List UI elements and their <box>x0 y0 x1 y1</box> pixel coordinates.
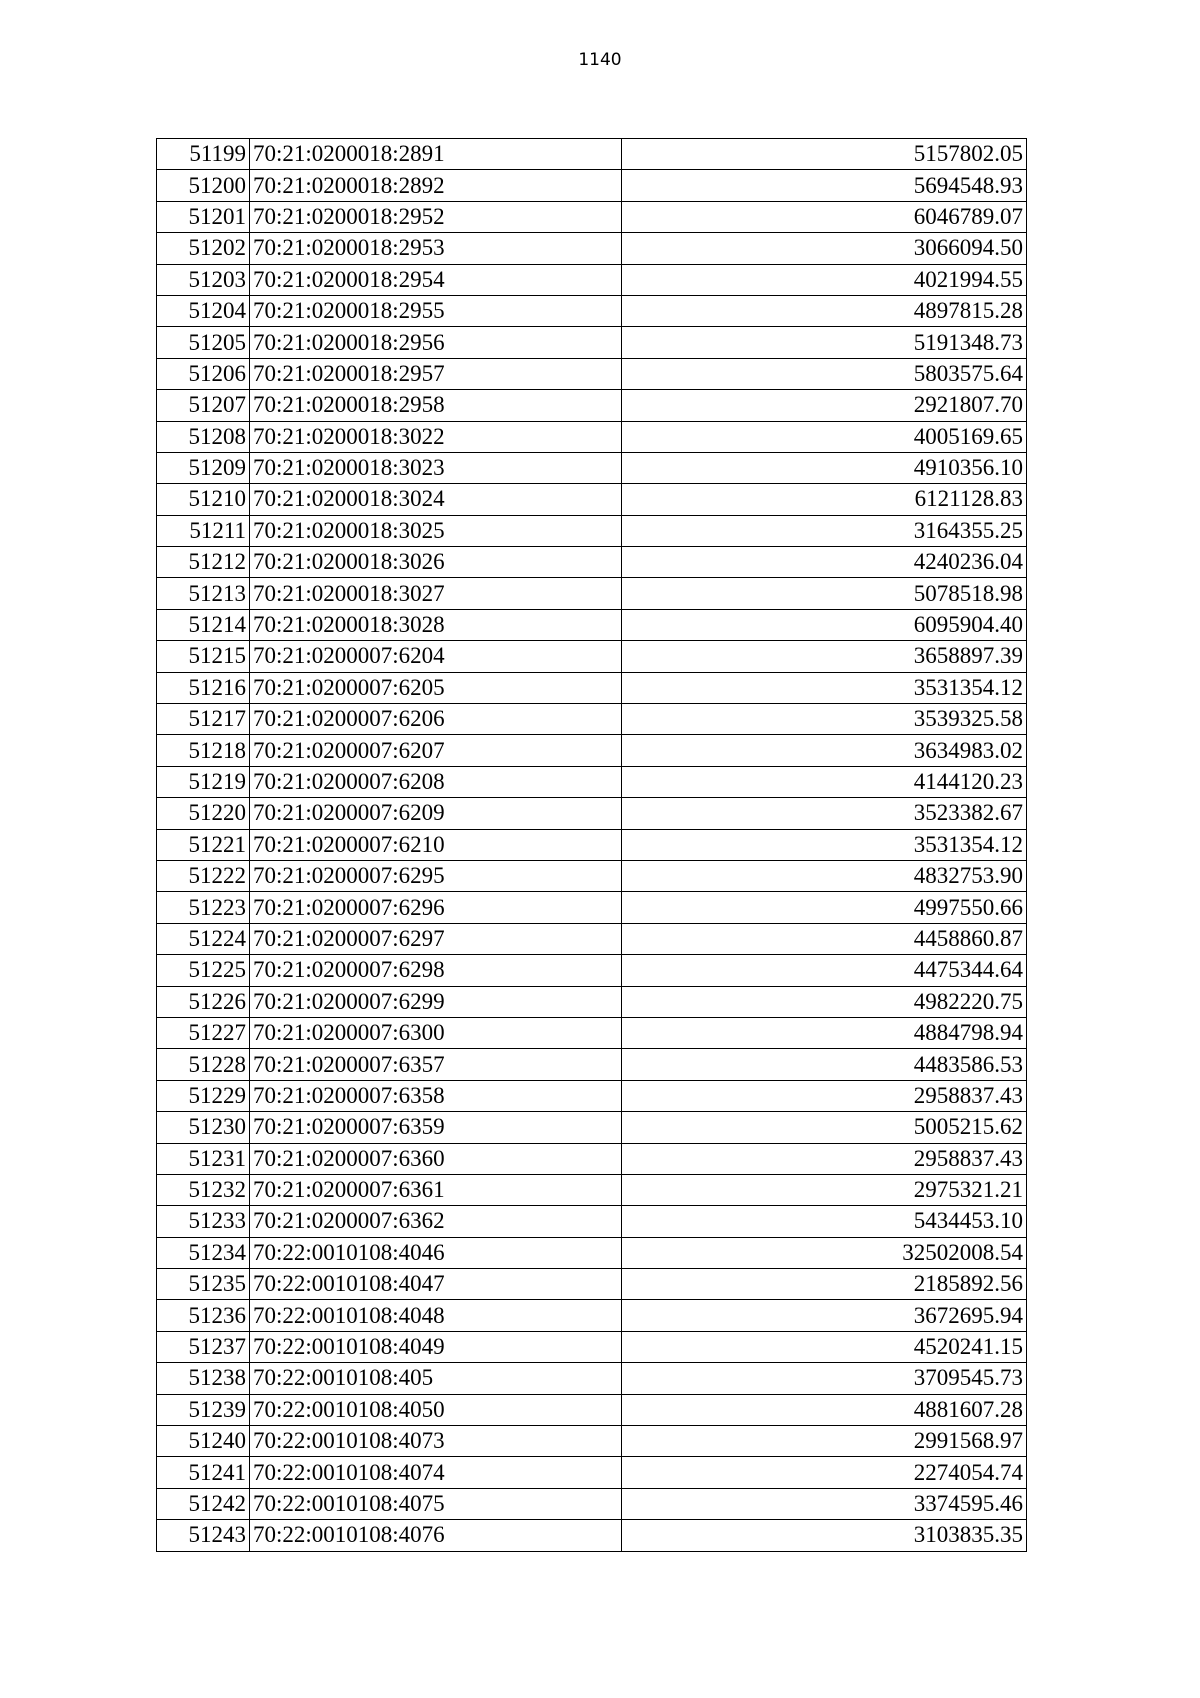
cadastral-number-cell: 70:21:0200018:3028 <box>250 609 622 640</box>
cadastral-number-cell: 70:21:0200007:6362 <box>250 1206 622 1237</box>
cadastral-number-cell: 70:21:0200007:6298 <box>250 955 622 986</box>
cadastral-value-cell: 2921807.70 <box>622 390 1027 421</box>
cadastral-value-cell: 4483586.53 <box>622 1049 1027 1080</box>
row-number-cell: 51213 <box>157 578 250 609</box>
row-number-cell: 51240 <box>157 1426 250 1457</box>
cadastral-value-cell: 2958837.43 <box>622 1143 1027 1174</box>
table-row <box>157 1457 1027 1488</box>
cadastral-value-cell: 6121128.83 <box>622 484 1027 515</box>
table-row <box>157 986 1027 1017</box>
row-number-cell: 51226 <box>157 986 250 1017</box>
cadastral-number-cell: 70:21:0200018:2955 <box>250 295 622 326</box>
cadastral-number-cell: 70:21:0200018:2956 <box>250 327 622 358</box>
cadastral-value-cell: 5157802.05 <box>622 139 1027 170</box>
cadastral-value-cell: 5434453.10 <box>622 1206 1027 1237</box>
row-number-cell: 51205 <box>157 327 250 358</box>
cadastral-value-cell: 5078518.98 <box>622 578 1027 609</box>
row-number-cell: 51200 <box>157 170 250 201</box>
cadastral-number-cell: 70:22:0010108:4076 <box>250 1520 622 1551</box>
table-row <box>157 1269 1027 1300</box>
row-number-cell: 51228 <box>157 1049 250 1080</box>
cadastral-number-cell: 70:22:0010108:4048 <box>250 1300 622 1331</box>
cadastral-value-cell: 4832753.90 <box>622 860 1027 891</box>
cadastral-value-cell: 3634983.02 <box>622 735 1027 766</box>
table-row <box>157 609 1027 640</box>
row-number-cell: 51203 <box>157 264 250 295</box>
row-number-cell: 51225 <box>157 955 250 986</box>
cadastral-value-cell: 4005169.65 <box>622 421 1027 452</box>
cadastral-number-cell: 70:21:0200007:6207 <box>250 735 622 766</box>
cadastral-number-cell: 70:22:0010108:4049 <box>250 1331 622 1362</box>
cadastral-value-cell: 4982220.75 <box>622 986 1027 1017</box>
cadastral-number-cell: 70:21:0200018:2892 <box>250 170 622 201</box>
cadastral-value-cell: 3658897.39 <box>622 641 1027 672</box>
table-body <box>157 139 1027 1552</box>
cadastral-value-cell: 2991568.97 <box>622 1426 1027 1457</box>
table-row <box>157 704 1027 735</box>
row-number-cell: 51220 <box>157 798 250 829</box>
table-row <box>157 1112 1027 1143</box>
table-row <box>157 139 1027 170</box>
cadastral-value-cell: 4475344.64 <box>622 955 1027 986</box>
table-row <box>157 1143 1027 1174</box>
row-number-cell: 51216 <box>157 672 250 703</box>
table-row <box>157 1049 1027 1080</box>
table-row <box>157 170 1027 201</box>
row-number-cell: 51221 <box>157 829 250 860</box>
table-row <box>157 1426 1027 1457</box>
cadastral-value-cell: 4910356.10 <box>622 452 1027 483</box>
cadastral-number-cell: 70:22:0010108:4075 <box>250 1488 622 1519</box>
cadastral-value-cell: 4897815.28 <box>622 295 1027 326</box>
table-row <box>157 547 1027 578</box>
row-number-cell: 51238 <box>157 1363 250 1394</box>
row-number-cell: 51206 <box>157 358 250 389</box>
table-row <box>157 452 1027 483</box>
row-number-cell: 51232 <box>157 1174 250 1205</box>
row-number-cell: 51229 <box>157 1080 250 1111</box>
cadastral-value-cell: 5694548.93 <box>622 170 1027 201</box>
table-row <box>157 798 1027 829</box>
cadastral-number-cell: 70:21:0200018:2952 <box>250 201 622 232</box>
cadastral-number-cell: 70:21:0200007:6360 <box>250 1143 622 1174</box>
cadastral-number-cell: 70:21:0200018:3023 <box>250 452 622 483</box>
cadastral-value-cell: 4520241.15 <box>622 1331 1027 1362</box>
row-number-cell: 51230 <box>157 1112 250 1143</box>
row-number-cell: 51218 <box>157 735 250 766</box>
row-number-cell: 51224 <box>157 923 250 954</box>
cadastral-value-cell: 3531354.12 <box>622 829 1027 860</box>
cadastral-value-cell: 3103835.35 <box>622 1520 1027 1551</box>
table-row <box>157 735 1027 766</box>
cadastral-value-cell: 3672695.94 <box>622 1300 1027 1331</box>
cadastral-value-cell: 3531354.12 <box>622 672 1027 703</box>
cadastral-value-cell: 6046789.07 <box>622 201 1027 232</box>
cadastral-value-cell: 2274054.74 <box>622 1457 1027 1488</box>
table-row <box>157 233 1027 264</box>
cadastral-number-cell: 70:22:0010108:405 <box>250 1363 622 1394</box>
row-number-cell: 51215 <box>157 641 250 672</box>
table-row <box>157 358 1027 389</box>
cadastral-number-cell: 70:21:0200007:6295 <box>250 860 622 891</box>
row-number-cell: 51223 <box>157 892 250 923</box>
cadastral-number-cell: 70:22:0010108:4047 <box>250 1269 622 1300</box>
row-number-cell: 51211 <box>157 515 250 546</box>
cadastral-number-cell: 70:21:0200007:6205 <box>250 672 622 703</box>
cadastral-number-cell: 70:21:0200007:6297 <box>250 923 622 954</box>
row-number-cell: 51243 <box>157 1520 250 1551</box>
cadastral-value-cell: 4240236.04 <box>622 547 1027 578</box>
table-row <box>157 295 1027 326</box>
cadastral-value-cell: 3523382.67 <box>622 798 1027 829</box>
row-number-cell: 51237 <box>157 1331 250 1362</box>
cadastral-value-cell: 5005215.62 <box>622 1112 1027 1143</box>
table-row <box>157 1488 1027 1519</box>
table-row <box>157 1206 1027 1237</box>
row-number-cell: 51199 <box>157 139 250 170</box>
table-row <box>157 1174 1027 1205</box>
cadastral-value-cell: 3709545.73 <box>622 1363 1027 1394</box>
cadastral-value-cell: 4458860.87 <box>622 923 1027 954</box>
cadastral-number-cell: 70:21:0200018:3026 <box>250 547 622 578</box>
cadastral-number-cell: 70:21:0200007:6358 <box>250 1080 622 1111</box>
cadastral-value-cell: 3066094.50 <box>622 233 1027 264</box>
cadastral-number-cell: 70:21:0200018:2954 <box>250 264 622 295</box>
cadastral-number-cell: 70:21:0200018:3024 <box>250 484 622 515</box>
cadastral-value-cell: 6095904.40 <box>622 609 1027 640</box>
cadastral-value-cell: 3539325.58 <box>622 704 1027 735</box>
cadastral-value-cell: 2185892.56 <box>622 1269 1027 1300</box>
row-number-cell: 51235 <box>157 1269 250 1300</box>
cadastral-value-cell: 2975321.21 <box>622 1174 1027 1205</box>
row-number-cell: 51236 <box>157 1300 250 1331</box>
table-row <box>157 641 1027 672</box>
row-number-cell: 51227 <box>157 1017 250 1048</box>
cadastral-number-cell: 70:21:0200007:6209 <box>250 798 622 829</box>
table-row <box>157 1363 1027 1394</box>
cadastral-value-cell: 4881607.28 <box>622 1394 1027 1425</box>
cadastral-number-cell: 70:21:0200007:6296 <box>250 892 622 923</box>
cadastral-number-cell: 70:21:0200007:6361 <box>250 1174 622 1205</box>
row-number-cell: 51219 <box>157 766 250 797</box>
cadastral-value-cell: 3374595.46 <box>622 1488 1027 1519</box>
cadastral-value-cell: 3164355.25 <box>622 515 1027 546</box>
cadastral-value-cell: 4021994.55 <box>622 264 1027 295</box>
table-row <box>157 1080 1027 1111</box>
row-number-cell: 51234 <box>157 1237 250 1268</box>
row-number-cell: 51212 <box>157 547 250 578</box>
row-number-cell: 51201 <box>157 201 250 232</box>
row-number-cell: 51217 <box>157 704 250 735</box>
row-number-cell: 51239 <box>157 1394 250 1425</box>
table-row <box>157 766 1027 797</box>
row-number-cell: 51242 <box>157 1488 250 1519</box>
row-number-cell: 51222 <box>157 860 250 891</box>
cadastral-number-cell: 70:22:0010108:4050 <box>250 1394 622 1425</box>
table-row <box>157 327 1027 358</box>
table-row <box>157 829 1027 860</box>
cadastral-number-cell: 70:21:0200018:2953 <box>250 233 622 264</box>
cadastral-number-cell: 70:22:0010108:4046 <box>250 1237 622 1268</box>
table-row <box>157 515 1027 546</box>
table-row <box>157 1520 1027 1551</box>
table-row <box>157 1300 1027 1331</box>
row-number-cell: 51208 <box>157 421 250 452</box>
row-number-cell: 51207 <box>157 390 250 421</box>
table-row <box>157 264 1027 295</box>
cadastral-value-cell: 2958837.43 <box>622 1080 1027 1111</box>
table-row <box>157 923 1027 954</box>
row-number-cell: 51231 <box>157 1143 250 1174</box>
table-row <box>157 578 1027 609</box>
cadastral-number-cell: 70:21:0200007:6208 <box>250 766 622 797</box>
table-row <box>157 1017 1027 1048</box>
cadastral-number-cell: 70:21:0200007:6210 <box>250 829 622 860</box>
cadastral-number-cell: 70:21:0200007:6300 <box>250 1017 622 1048</box>
cadastral-number-cell: 70:21:0200018:2891 <box>250 139 622 170</box>
cadastral-number-cell: 70:21:0200018:3022 <box>250 421 622 452</box>
row-number-cell: 51241 <box>157 1457 250 1488</box>
row-number-cell: 51209 <box>157 452 250 483</box>
table-row <box>157 672 1027 703</box>
table-row <box>157 860 1027 891</box>
cadastral-number-cell: 70:21:0200007:6359 <box>250 1112 622 1143</box>
cadastral-number-cell: 70:22:0010108:4074 <box>250 1457 622 1488</box>
cadastral-number-cell: 70:21:0200007:6206 <box>250 704 622 735</box>
cadastral-number-cell: 70:21:0200018:2958 <box>250 390 622 421</box>
table-row <box>157 892 1027 923</box>
row-number-cell: 51204 <box>157 295 250 326</box>
cadastral-number-cell: 70:22:0010108:4073 <box>250 1426 622 1457</box>
cadastral-number-cell: 70:21:0200018:3025 <box>250 515 622 546</box>
table-row <box>157 955 1027 986</box>
table-row <box>157 1237 1027 1268</box>
row-number-cell: 51202 <box>157 233 250 264</box>
row-number-cell: 51233 <box>157 1206 250 1237</box>
cadastral-value-cell: 4884798.94 <box>622 1017 1027 1048</box>
row-number-cell: 51214 <box>157 609 250 640</box>
table-row <box>157 201 1027 232</box>
cadastral-value-cell: 32502008.54 <box>622 1237 1027 1268</box>
table-row <box>157 390 1027 421</box>
table-row <box>157 484 1027 515</box>
cadastral-number-cell: 70:21:0200018:3027 <box>250 578 622 609</box>
cadastral-number-cell: 70:21:0200018:2957 <box>250 358 622 389</box>
cadastral-value-cell: 4144120.23 <box>622 766 1027 797</box>
cadastral-value-cell: 4997550.66 <box>622 892 1027 923</box>
table-row <box>157 1394 1027 1425</box>
table-row <box>157 421 1027 452</box>
table-row <box>157 1331 1027 1362</box>
cadastral-value-cell: 5191348.73 <box>622 327 1027 358</box>
cadastral-number-cell: 70:21:0200007:6204 <box>250 641 622 672</box>
row-number-cell: 51210 <box>157 484 250 515</box>
cadastral-value-cell: 5803575.64 <box>622 358 1027 389</box>
cadastral-number-cell: 70:21:0200007:6357 <box>250 1049 622 1080</box>
page-number: 1140 <box>578 50 622 70</box>
cadastral-value-table <box>156 138 1027 1552</box>
cadastral-number-cell: 70:21:0200007:6299 <box>250 986 622 1017</box>
